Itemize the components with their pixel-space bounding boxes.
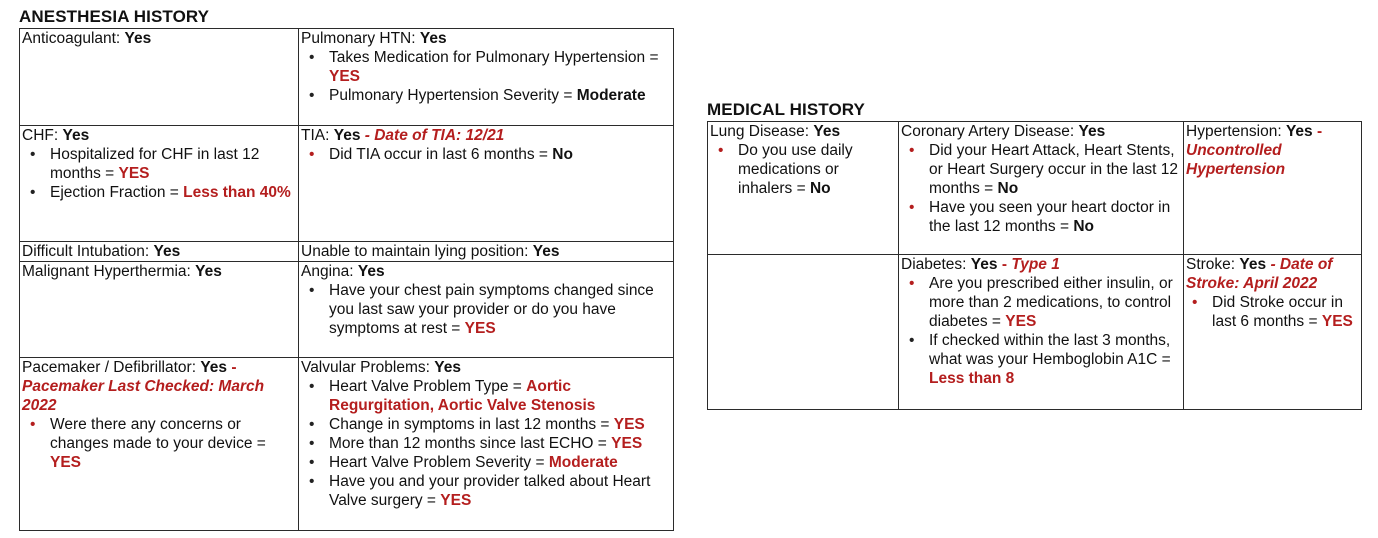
stroke-cell xyxy=(1184,255,1362,410)
item-text: Did TIA occur in last 6 months = xyxy=(329,146,553,163)
pulmonary-htn-value: Yes xyxy=(419,30,447,47)
lung-disease-label: Lung Disease: xyxy=(710,123,814,140)
list-item xyxy=(329,415,671,434)
medical-history-title: MEDICAL HISTORY xyxy=(707,100,865,119)
tia-label: TIA: xyxy=(301,127,334,144)
list-item xyxy=(50,183,296,202)
pacemaker-checked-note: Pacemaker Last Checked: March 2022 xyxy=(22,378,265,414)
list-item xyxy=(329,86,671,105)
malignant-hyperthermia-cell xyxy=(20,262,299,358)
lung-disease-cell xyxy=(708,122,899,255)
item-value: YES xyxy=(118,165,150,182)
list-item xyxy=(329,377,671,415)
diabetes-cell xyxy=(899,255,1184,410)
lying-position-cell xyxy=(299,242,674,262)
list-item xyxy=(929,331,1181,388)
stroke-label: Stroke: xyxy=(1186,256,1240,273)
item-text: Have you and your provider talked about Heart Valve surgery = xyxy=(329,473,651,509)
list-item xyxy=(329,472,671,510)
cad-label: Coronary Artery Disease: xyxy=(901,123,1079,140)
pulmonary-htn-cell xyxy=(299,29,674,126)
pulmonary-htn-list xyxy=(301,48,671,105)
item-value: Less than 8 xyxy=(929,370,1015,387)
item-value: No xyxy=(809,180,831,197)
list-item xyxy=(50,145,296,183)
cad-list xyxy=(901,141,1181,236)
item-value: Less than 40% xyxy=(183,184,291,201)
pacemaker-label: Pacemaker / Defibrillator: xyxy=(22,359,201,376)
pacemaker-list xyxy=(22,415,296,472)
pulmonary-htn-label: Pulmonary HTN: xyxy=(301,30,420,47)
angina-label: Angina: xyxy=(301,263,358,280)
anesthesia-history-table xyxy=(19,28,674,531)
item-value: YES xyxy=(1321,313,1353,330)
item-value: YES xyxy=(329,68,361,85)
lung-disease-value: Yes xyxy=(813,123,841,140)
tia-cell xyxy=(299,126,674,242)
tia-date-note: - Date of TIA: 12/21 xyxy=(360,127,505,144)
hypertension-dash: - xyxy=(1312,123,1323,140)
item-value: Moderate xyxy=(548,454,618,471)
pacemaker-dash: - xyxy=(227,359,237,376)
list-item xyxy=(329,453,671,472)
item-value: YES xyxy=(611,435,643,452)
item-text: Hospitalized for CHF in last 12 months = xyxy=(50,146,260,182)
malignant-hyperthermia-label: Malignant Hyperthermia: xyxy=(22,263,196,280)
item-text: Were there any concerns or changes made to your device = xyxy=(50,416,266,452)
valvular-list xyxy=(301,377,671,510)
item-value: YES xyxy=(613,416,645,433)
item-text: Heart Valve Problem Severity = xyxy=(329,454,549,471)
item-value: No xyxy=(1073,218,1094,235)
item-value: YES xyxy=(50,454,82,471)
anesthesia-history-title: ANESTHESIA HISTORY xyxy=(19,7,210,26)
pacemaker-value: Yes xyxy=(200,359,228,376)
list-item xyxy=(929,274,1181,331)
diabetes-label: Diabetes: xyxy=(901,256,971,273)
list-item xyxy=(329,434,671,453)
item-text: Did Stroke occur in last 6 months = xyxy=(1212,294,1343,330)
item-text: Have you seen your heart doctor in the last 12 months = xyxy=(929,199,1171,235)
list-item xyxy=(1212,293,1359,331)
list-item xyxy=(929,198,1181,236)
item-value: YES xyxy=(440,492,472,509)
item-text: Have your chest pain symptoms changed since you last saw your provider or do you have symptoms at rest = xyxy=(329,282,654,337)
empty-cell xyxy=(708,255,899,410)
chf-label: CHF: xyxy=(22,127,63,144)
list-item xyxy=(329,48,671,86)
lying-position-value: Yes xyxy=(532,243,560,260)
stroke-value: Yes xyxy=(1239,256,1267,273)
chf-list xyxy=(22,145,296,202)
list-item xyxy=(929,141,1181,198)
diabetes-dash: - xyxy=(997,256,1012,273)
item-text: Did your Heart Attack, Heart Stents, or Heart Surgery occur in the last 12 months = xyxy=(929,142,1178,197)
difficult-intubation-value: Yes xyxy=(153,243,181,260)
item-text: Are you prescribed either insulin, or more than 2 medications, to control diabetes = xyxy=(929,275,1173,330)
item-value: No xyxy=(552,146,573,163)
hypertension-note: Uncontrolled Hypertension xyxy=(1186,142,1286,178)
list-item xyxy=(329,145,671,164)
cad-value: Yes xyxy=(1078,123,1106,140)
item-text: Pulmonary Hypertension Severity = xyxy=(329,87,577,104)
item-text: More than 12 months since last ECHO = xyxy=(329,435,612,452)
anticoagulant-label: Anticoagulant: xyxy=(22,30,125,47)
tia-value: Yes xyxy=(333,127,361,144)
chf-cell xyxy=(20,126,299,242)
diabetes-list xyxy=(901,274,1181,388)
difficult-intubation-cell xyxy=(20,242,299,262)
chf-value: Yes xyxy=(62,127,90,144)
valvular-value: Yes xyxy=(434,359,461,376)
stroke-date-note: - Date of Stroke: April 2022 xyxy=(1186,256,1333,292)
item-text: Heart Valve Problem Type = xyxy=(329,378,527,395)
item-value: YES xyxy=(464,320,496,337)
medical-history-table xyxy=(707,121,1362,410)
list-item xyxy=(329,281,671,338)
item-value: Moderate xyxy=(576,87,646,104)
valvular-label: Valvular Problems: xyxy=(301,359,435,376)
valvular-cell xyxy=(299,358,674,531)
item-text: Takes Medication for Pulmonary Hypertension = xyxy=(329,49,659,66)
item-text: Change in symptoms in last 12 months = xyxy=(329,416,614,433)
stroke-list xyxy=(1186,293,1359,331)
item-text: Ejection Fraction = xyxy=(50,184,184,201)
item-text: If checked within the last 3 months, what was your Hemboglobin A1C = xyxy=(929,332,1171,368)
item-value: Aortic Regurgitation, Aortic Valve Stenosis xyxy=(329,378,596,414)
item-value: YES xyxy=(1005,313,1037,330)
anticoagulant-value: Yes xyxy=(124,30,152,47)
lying-position-label: Unable to maintain lying position: xyxy=(301,243,533,260)
list-item xyxy=(50,415,296,472)
angina-value: Yes xyxy=(357,263,385,280)
list-item xyxy=(738,141,896,198)
cad-cell xyxy=(899,122,1184,255)
anticoagulant-cell xyxy=(20,29,299,126)
malignant-hyperthermia-value: Yes xyxy=(195,263,222,280)
pacemaker-cell xyxy=(20,358,299,531)
item-text: Do you use daily medications or inhalers = xyxy=(738,142,853,197)
diabetes-type-note: Type 1 xyxy=(1011,256,1060,273)
diabetes-value: Yes xyxy=(970,256,998,273)
hypertension-label: Hypertension: xyxy=(1186,123,1286,140)
difficult-intubation-label: Difficult Intubation: xyxy=(22,243,154,260)
tia-list xyxy=(301,145,671,164)
hypertension-cell xyxy=(1184,122,1362,255)
angina-cell xyxy=(299,262,674,358)
item-value: No xyxy=(997,180,1019,197)
hypertension-value: Yes xyxy=(1285,123,1313,140)
lung-disease-list xyxy=(710,141,896,198)
angina-list xyxy=(301,281,671,338)
